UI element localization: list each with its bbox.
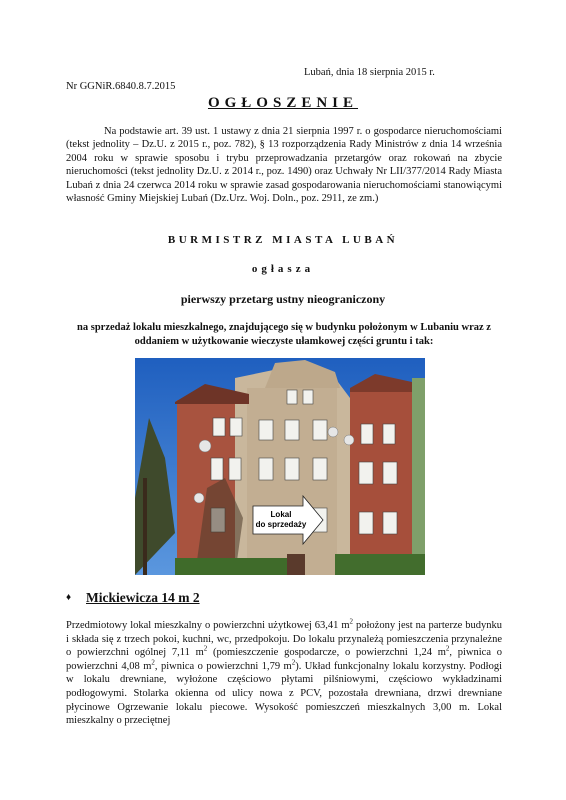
address-text: Mickiewicza 14 m 2 [86,590,200,605]
sup-3: 2 [445,644,450,653]
desc-part-6: ). Układ funkcjonalny lokalu korzystny. Podłogi w lokalu drewniane, wyłożone częściowo płytami pilśniowymi, częściowo wykładzinami podłogowymi. Stolarka okienna od ulicy nowa z PCV, pozostała drewniana, drzwi drewniane płycinowe Ogrzewanie lokalu piecowe. Wysokość pomieszczeń mieszkalnych 3,00 m. Lokal mieszkalny o przeciętnej [66,660,502,727]
tender-type-heading: pierwszy przetarg ustny nieograniczony [180,292,386,306]
document-title: OGŁOSZENIE [207,95,359,111]
issuer-heading: BURMISTRZ MIASTA LUBAŃ [167,234,399,246]
sup-2: 2 [203,644,208,653]
reference-number: Nr GGNiR.6840.8.7.2015 [66,81,176,92]
desc-part-5: , piwnica o powierzchni 1,79 m [154,660,292,672]
sup-1: 2 [349,617,354,626]
diamond-bullet-icon: ♦ [66,592,72,603]
desc-part-1: Przedmiotowy lokal mieszkalny o powierzchni użytkowej 63,41 m [66,620,350,631]
sale-subject-paragraph: na sprzedaż lokalu mieszkalnego, znajdującego się w budynku położonym w Lubaniu wraz z oddaniem w użytkowanie wieczyste ułamkowej części gruntu i tak: [77,322,491,347]
desc-part-2: położony jest na parterze budynku i składa się z trzech pokoi, kuchni, wc, przedpokoju. Do lokalu przynależą pomieszczenia przynależne o powierzchni ogólnej 7,11 m [66,620,503,659]
sale-callout [253,510,309,530]
desc-part-4: , piwnica o powierzchni 4,08 m [66,647,502,672]
sup-4: 2 [151,658,155,667]
property-description [66,619,502,728]
legal-basis-paragraph: Na podstawie art. 39 ust. 1 ustawy z dnia 21 sierpnia 1997 r. o gospodarce nieruchomościami (tekst jednolity – Dz.U. z 2015 r., poz. 782), § 13 rozporządzenia Rady Ministrów z dnia 14 września 2004 roku w sprawie sposobu i trybu przeprowadzania przetargów oraz rokowań na zbycie nieruchomości (tekst jednolity Dz.U. z 2014 r., poz. 1490) oraz Uchwały Nr LII/377/2014 Rady Miasta Lubań z dnia 24 czerwca 2014 roku w sprawie zasad gospodarowania nieruchomościami stanowiącymi własność Gminy Miejskiej Lubań (Dz.Urz. Woj. Doln., poz. 2911, ze zm.) [66,126,502,205]
callout-line-2: do sprzedaży [255,520,307,529]
sup-5: 2 [291,658,296,667]
announces-heading: ogłasza [251,263,315,275]
building-photo [135,358,425,575]
callout-line-1: Lokal [270,510,292,519]
property-address [66,590,200,606]
document-date: Lubań, dnia 18 sierpnia 2015 r. [304,67,435,78]
desc-part-3: (pomieszczenie gospodarcze, o powierzchni 1,24 m [207,647,446,659]
